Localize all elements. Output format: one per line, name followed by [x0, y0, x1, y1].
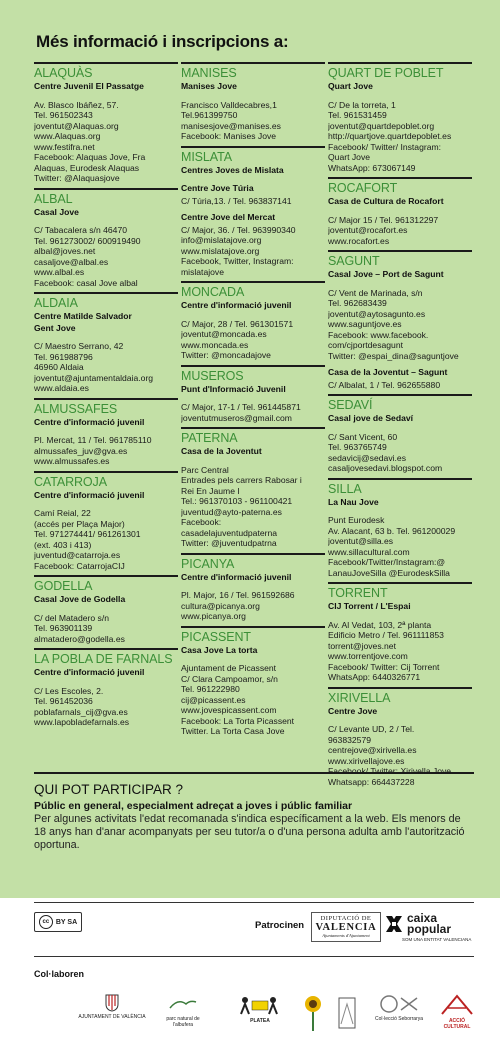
caixa-popular-logo — [384, 912, 474, 942]
contact-line: www.lapobladefarnals.es — [34, 717, 130, 727]
contact-line: Tel. 961502343 — [34, 110, 93, 120]
contact-line: centrejove@xirivella.es — [328, 745, 417, 755]
contact-line: Facebook/Twitter/Instagram:@ — [328, 557, 446, 567]
contact-line: Tel. 961273002/ 600919490 — [34, 235, 141, 246]
contact-line: WhatsApp: 673067149 — [328, 162, 416, 173]
contact-line: C/ Albalat, 1 / Tel. 962655880 — [328, 379, 441, 390]
contact-line: juventud@ayto-paterna.es — [181, 506, 282, 517]
town-name: MANISES — [181, 66, 237, 80]
contact-line: www.moncada.es — [181, 339, 249, 350]
column-1 — [34, 62, 178, 732]
footer-divider-top — [34, 902, 474, 903]
footer-divider-middle — [34, 956, 474, 957]
directory-entry — [34, 292, 178, 394]
town-name: PICASSENT — [181, 629, 251, 644]
town-name: XIRIVELLA — [328, 690, 391, 705]
centre-name: La Nau Jove — [328, 496, 379, 507]
contact-line: www.sillacultural.com — [328, 546, 410, 557]
contact-line: Facebook: Alaquas Jove, Fra — [34, 152, 146, 162]
contact-line: C/ Tabacalera s/n 46470 — [34, 225, 128, 235]
contact-line: Tel.: 961370103 - 961100421 — [181, 496, 293, 506]
dipu-bottom: Ajuntaments d'Ajuntament — [322, 933, 370, 938]
caixa-tag: SOM UNA ENTITAT VALENCIANA — [402, 937, 472, 942]
town-name: CATARROJA — [34, 474, 107, 489]
contact-line: C/ del Matadero s/n — [34, 612, 109, 623]
contact-line: Tel. 963765749 — [328, 442, 387, 452]
contact-line: casadelajuventudpaterna — [181, 527, 278, 538]
who-audience: Públic en general, especialment adreçat a joves i públic familiar — [34, 800, 353, 812]
contact-line: joventut@moncada.es — [181, 329, 267, 339]
contact-line: Camí Reial, 22 — [34, 508, 91, 518]
footer — [0, 898, 500, 1045]
contact-line: C/ Levante UD, 2 / Tel. — [328, 724, 415, 734]
contact-line: Facebook: CatarrojaCIJ — [34, 560, 125, 571]
contact-line: joventut@ajuntamentaldaia.org — [34, 372, 154, 383]
contact-line: Twitter: @moncadajove — [181, 350, 271, 360]
directory-entry — [181, 427, 325, 549]
directory-entry — [181, 281, 325, 361]
contact-line: joventut@aytosagunto.es — [328, 308, 426, 319]
directory-entry — [181, 626, 325, 737]
contact-line: Punt Eurodesk — [328, 515, 385, 525]
sub-centre-name: Centre Jove Túria — [181, 183, 254, 193]
contact-line: Entrades pels carrers Rabosar i — [181, 475, 302, 485]
contact-line: Tel. 961988796 — [34, 351, 93, 362]
accio-cultural-logo — [438, 994, 476, 1034]
albufera-label: parc natural de l'albufera — [166, 1016, 200, 1028]
contact-line: Tel. 963901139 — [34, 623, 93, 633]
contact-line: Twitter: @Alaquasjove — [34, 173, 120, 183]
contact-line: info@mislatajove.org — [181, 235, 262, 245]
contact-line: Av. Blasco Ibáñez, 57. — [34, 99, 119, 110]
contact-line: Edificio Metro / Tel. 961111853 — [328, 630, 444, 640]
contact-line: Parc Central — [181, 464, 229, 475]
contact-line: www.Alaquas.org — [34, 131, 101, 141]
contact-line: LanauJoveSilla @EurodeskSilla — [328, 567, 450, 578]
centre-name: Casa de Cultura de Rocafort — [328, 196, 444, 206]
contact-line: joventut@rocafort.es — [328, 225, 408, 235]
creative-commons-icon — [34, 912, 82, 932]
centre-name: Centre d'informació juvenil — [181, 571, 292, 582]
contact-line: Twitter: @espai_dina@saguntjove — [328, 350, 459, 361]
town-name: LA POBLA DE FARNALS — [34, 652, 173, 666]
town-name: MUSEROS — [181, 368, 244, 383]
directory-entry — [328, 177, 472, 246]
centre-name: Centre d'informació juvenil — [34, 416, 145, 427]
centre-name: Casal Jove de Godella — [34, 594, 126, 604]
page-title: Més informació i inscripcions a: — [36, 32, 289, 51]
coleccio-mark-icon — [379, 994, 419, 1014]
who-title: QUI POT PARTICIPAR ? — [34, 782, 184, 797]
centre-name: Centre Juvenil El Passatge — [34, 81, 144, 91]
centre-name: Centre d'informació juvenil — [34, 667, 145, 677]
contact-line: albal@joves.net — [34, 246, 96, 256]
contact-line: sedavicij@sedavi.es — [328, 452, 406, 463]
town-name: SILLA — [328, 481, 362, 496]
valencia-crest-icon — [105, 994, 119, 1012]
contact-line: 963832579 — [328, 734, 372, 745]
contact-line: Whatsapp: 664437228 — [328, 776, 415, 787]
directory-entry — [34, 648, 178, 728]
town-name: PICANYA — [181, 556, 235, 571]
contact-line: joventut@Alaquas.org — [34, 120, 119, 131]
albufera-logo — [160, 994, 206, 1034]
dipu-top: DIPUTACIÓ DE — [320, 915, 372, 922]
town-name: MONCADA — [181, 285, 245, 299]
contact-line: www.jovespicassent.com — [181, 705, 277, 715]
town-name: PATERNA — [181, 431, 238, 445]
contact-line: www.almussafes.es — [34, 456, 110, 466]
coleccio-seborrarya-logo — [372, 994, 426, 1034]
contact-line: C/ Maestro Serrano, 42 — [34, 341, 124, 351]
contact-line: Facebook: Manises Jove — [181, 131, 277, 141]
centre-name: Centre d'informació juvenil — [181, 300, 292, 310]
directory-entry — [34, 398, 178, 467]
contact-line: C/ De la torreta, 1 — [328, 99, 396, 110]
contact-line: Francisco Valldecabres,1 — [181, 99, 277, 110]
directory-entry — [34, 188, 178, 289]
directory-entry — [181, 553, 325, 622]
contact-line: manisesjove@manises.es — [181, 120, 281, 131]
contact-line: mislatajove — [181, 266, 224, 277]
town-name: SAGUNT — [328, 254, 380, 268]
contact-line: juventud@catarroja.es — [34, 550, 121, 560]
town-name: ALDAIA — [34, 296, 78, 310]
caixa-line2: popular — [407, 922, 451, 936]
centre-name: Centre d'informació juvenil — [34, 489, 145, 500]
town-name: ROCAFORT — [328, 181, 398, 195]
contact-line: www.festifra.net — [34, 141, 95, 152]
contact-line: Facebook: — [181, 517, 222, 527]
contact-line: cij@picassent.es — [181, 694, 246, 705]
centre-name: Casa Jove La torta — [181, 644, 258, 655]
contact-line: C/ Major, 17-1 / Tel. 961445871 — [181, 402, 301, 412]
contact-line: Facebook: www.facebook. — [328, 329, 429, 340]
directory-entry — [181, 365, 325, 424]
directory-entry — [328, 394, 472, 474]
contact-line: torrent@joves.net — [328, 640, 396, 651]
contact-line: www.rocafort.es — [328, 235, 390, 246]
contact-line: Av. Al Vedat, 103, 2ª planta — [328, 619, 432, 630]
town-name: QUART DE POBLET — [328, 66, 444, 80]
caixa-popular-mark-icon — [384, 914, 404, 934]
contact-line: www.torrentjove.com — [328, 651, 408, 661]
centre-name: Manises Jove — [181, 81, 237, 91]
centre-name: Casal jove de Sedaví — [328, 413, 414, 423]
centre-name: Gent Jove — [34, 322, 76, 333]
centre-name: Centres Joves de Mislata — [181, 164, 284, 175]
directory-entry — [328, 250, 472, 390]
contact-line: Facebook: La Torta Picassent — [181, 715, 295, 726]
caixa-line1: caixa — [407, 911, 438, 925]
contact-line: C/ Sant Vicent, 60 — [328, 431, 398, 442]
contact-line: Tel.961399750 — [181, 110, 238, 120]
contact-line: C/ Túria,13. / Tel. 963837141 — [181, 195, 292, 206]
contact-line: C/ Major, 28 / Tel. 961301571 — [181, 318, 294, 329]
centre-name: Punt d'Informació Juvenil — [181, 383, 286, 394]
contact-line: joventut@quartdepoblet.org — [328, 120, 435, 131]
sunflower-icon — [301, 994, 325, 1032]
cc-license-label: BY SA — [55, 918, 78, 926]
directory-entry — [181, 146, 325, 278]
sunflower-logo — [300, 994, 326, 1034]
who-description: Per algunes activitats l'edat recomanada s'indica específicament a la web. Els menors de 18 anys han d'anar acompanyats per seu tutor/a o d'una persona adulta amb l'autorització oportuna. — [34, 813, 465, 851]
column-3 — [328, 62, 472, 791]
contact-line: casaljovesedavi.blogspot.com — [328, 463, 443, 473]
directory-entry — [34, 62, 178, 184]
town-name: ALAQUÀS — [34, 66, 93, 80]
contact-line: Pl. Major, 16 / Tel. 961592686 — [181, 590, 295, 600]
contact-line: Av. Alacant, 63 b. Tel. 961200029 — [328, 525, 456, 536]
centre-name: Centre Jove — [328, 705, 378, 716]
abstract-shape-icon — [337, 994, 357, 1032]
abstract-logo — [336, 994, 358, 1034]
contact-line: http://quartjove.quartdepoblet.es — [328, 131, 452, 141]
contact-line: (accés per Plaça Major) — [34, 518, 125, 529]
who-can-participate-section — [34, 772, 474, 851]
contact-line: Facebook/ Twitter: Cij Torrent — [328, 661, 440, 672]
contact-line: almussafes_juv@gva.es — [34, 445, 128, 456]
contact-line: cultura@picanya.org — [181, 600, 260, 611]
coleccio-label: Col·lecció Seborrarya — [374, 1016, 424, 1022]
contact-line: com/cjportdesagunt — [328, 340, 403, 350]
contact-line: Tel. 961531459 — [328, 110, 387, 120]
centre-name: Casal Jove – Port de Sagunt — [328, 269, 444, 279]
centre-name: Centre Matilde Salvador — [34, 311, 132, 321]
contact-line: WhatsApp: 6440326771 — [328, 672, 421, 682]
contact-line: almatadero@godella.es — [34, 633, 125, 644]
contact-line: C/ Les Escoles, 2. — [34, 685, 104, 696]
town-name: ALMUSSAFES — [34, 401, 118, 416]
cc-circle-icon: cc — [39, 915, 53, 929]
directory-entry — [34, 471, 178, 572]
contact-line: Ajuntament de Picassent — [181, 663, 277, 673]
town-name: SEDAVÍ — [328, 398, 373, 412]
contact-line: poblafarnals_cij@gva.es — [34, 706, 128, 717]
contact-line: Rei En Jaume I — [181, 485, 240, 496]
centre-name: Casa de la Joventut — [181, 446, 262, 456]
contact-line: Twitter. La Torta Casa Jove — [181, 726, 285, 736]
directory-entry — [181, 62, 325, 142]
contact-line: Pl. Mercat, 11 / Tel. 961785110 — [34, 435, 152, 445]
town-name: MISLATA — [181, 149, 232, 164]
contact-line: Facebook, Twitter, Instagram: — [181, 256, 294, 266]
diputacio-valencia-logo — [311, 912, 381, 942]
albufera-bird-icon — [168, 994, 198, 1014]
contact-line: Facebook/ Twitter: Xirivella Jove — [328, 766, 452, 776]
contact-line: www.aldaia.es — [34, 383, 89, 393]
contact-line: Tel. 962683439 — [328, 298, 387, 308]
contact-line: C/ Clara Campoamor, s/n — [181, 673, 278, 684]
contact-line: www.albal.es — [34, 267, 85, 277]
contact-line: Tel. 961222980 — [181, 684, 240, 694]
contact-line: www.saguntjove.es — [328, 319, 402, 329]
contact-line: Alaquas, Eurodesk Alaquas — [34, 162, 140, 173]
contact-line: casaljove@albal.es — [34, 256, 109, 267]
contact-line: Tel. 971274441/ 961261301 — [34, 529, 141, 539]
contact-line: Quart Jove — [328, 152, 371, 162]
contact-line: joventutmuseros@gmail.com — [181, 412, 292, 423]
contact-line: 46960 Aldaia — [34, 362, 84, 372]
ajuntament-valencia-label: AJUNTAMENT DE VALÈNCIA — [78, 1014, 146, 1020]
sponsors-label: Patrocinen — [255, 920, 305, 931]
directory-entry — [34, 575, 178, 644]
contact-line: joventut@silla.es — [328, 536, 394, 546]
centre-name: CIJ Torrent / L'Espai — [328, 601, 411, 611]
town-name: TORRENT — [328, 586, 388, 600]
contact-line: www.picanya.org — [181, 611, 246, 621]
centre-name: Quart Jove — [328, 81, 373, 91]
centre-name: Casal Jove — [34, 206, 79, 217]
contact-line: Tel. 961452036 — [34, 696, 93, 706]
contact-line: www.mislatajove.org — [181, 245, 260, 256]
directory-entry — [328, 62, 472, 173]
directory-entry — [328, 478, 472, 579]
ajuntament-valencia-logo — [72, 994, 152, 1034]
contact-line: C/ Major 15 / Tel. 961312297 — [328, 214, 439, 225]
dipu-main: VALENCIA — [315, 922, 377, 933]
sub-centre-name: Centre Jove del Mercat — [181, 212, 276, 222]
accio-cultural-label: ACCIÓ CULTURAL — [443, 1018, 471, 1030]
platea-label: PLATEA — [250, 1018, 270, 1024]
platea-logo — [236, 994, 284, 1034]
contact-line: Facebook/ Twitter/ Instagram: — [328, 141, 442, 152]
sub-centre-name: Casa de la Joventut – Sagunt — [328, 367, 448, 377]
accio-cultural-icon — [440, 994, 474, 1016]
platea-figures-icon — [237, 994, 283, 1016]
town-name: GODELLA — [34, 579, 93, 593]
contact-line: (ext. 403 i 413) — [34, 539, 92, 550]
contact-line: C/ Vent de Marinada, s/n — [328, 287, 423, 298]
town-name: ALBAL — [34, 191, 73, 206]
contact-line: Twitter: @juventudpatrna — [181, 538, 277, 548]
contact-line: C/ Major, 36. / Tel. 963990340 — [181, 224, 296, 235]
directory-entry — [328, 582, 472, 683]
collaborators-label: Col·laboren — [34, 969, 85, 979]
column-2 — [181, 62, 325, 741]
contact-line: www.xirivellajove.es — [328, 755, 405, 766]
contact-line: Facebook: casal Jove albal — [34, 277, 138, 288]
